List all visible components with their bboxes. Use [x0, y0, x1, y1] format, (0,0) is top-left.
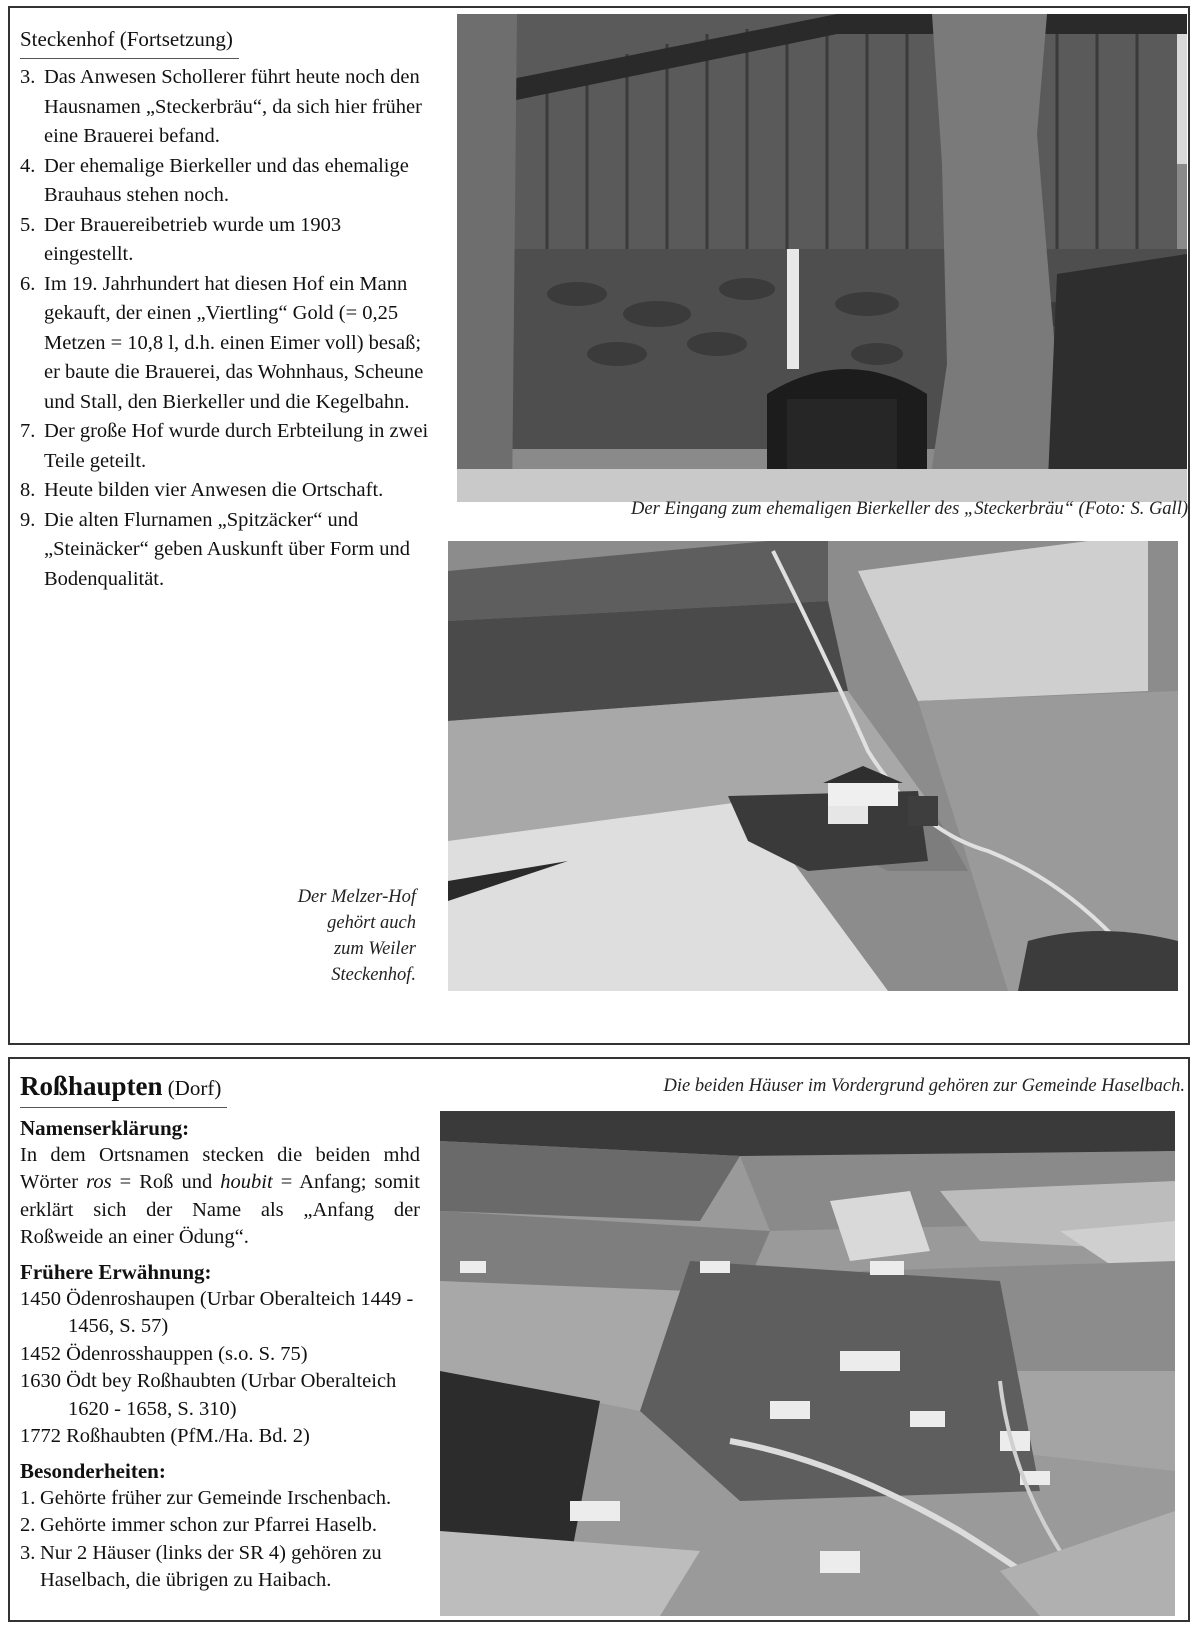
name-explanation-text: In dem Ortsnamen stecken die beiden mhd Wörter ros = Roß und houbit = Anfang; somit erklärt sich der Name als „Anfang der Roßweide an einer Ödung“. [20, 1143, 421, 1248]
list-item: 5. Der Brauereibetrieb wurde um 1903 eingestellt. [20, 213, 342, 265]
mention-item: 1450 Ödenroshaupen (Urbar Oberalteich 1449 - 1456, S. 57) [20, 1287, 414, 1337]
rosshaupten-aerial-photo [440, 1111, 1175, 1616]
list-item: 3. Nur 2 Häuser (links der SR 4) gehören zu Haselbach, die übrigen zu Haibach. [20, 1541, 382, 1591]
rosshaupten-photo-caption: Die beiden Häuser im Vordergrund gehören zur Gemeinde Haselbach. [663, 1076, 1185, 1096]
section-heading: Steckenhof (Fortsetzung) [20, 24, 239, 59]
mentions-heading: Frühere Erwähnung: [20, 1259, 212, 1284]
list-item: 3. Das Anwesen Schollerer führt heute noch den Hausnamen „Steckerbräu“, da sich hier früher eine Brauerei befand. [20, 66, 422, 147]
name-explanation-heading: Namenserklärung: [20, 1115, 190, 1140]
list-item: 6. Im 19. Jahrhundert hat diesen Hof ein Mann gekauft, der einen „Viertling“ Gold (= 0,25 Metzen = 10,8 l, d.h. einen Eimer voll) besaß; er baute die Brauerei, das Wohnhaus, Scheune und Stall, den Bierkeller und die Kegelbahn. [20, 272, 424, 413]
steckenhof-panel [8, 6, 1190, 1045]
steckenhof-text [20, 24, 430, 594]
rosshaupten-title [20, 1069, 227, 1108]
special-list [20, 1485, 420, 1595]
special-heading: Besonderheiten: [20, 1458, 166, 1483]
list-item: 2. Gehörte immer schon zur Pfarrei Haselb. [20, 1514, 377, 1536]
list-item: 8. Heute bilden vier Anwesen die Ortschaft. [20, 479, 384, 501]
melzer-hof-aerial-photo [448, 541, 1178, 991]
melzer-hof-caption: Der Melzer-Hof gehört auch zum Weiler Steckenhof. [297, 887, 416, 985]
list-item: 4. Der ehemalige Bierkeller und das ehemalige Brauhaus stehen noch. [20, 154, 409, 206]
mention-item: 1772 Roßhaubten (PfM./Ha. Bd. 2) [20, 1425, 310, 1447]
beer-cellar-photo [457, 14, 1187, 502]
list-item: 7. Der große Hof wurde durch Erbteilung in zwei Teile geteilt. [20, 420, 429, 472]
page-title: Roßhaupten [20, 1071, 163, 1101]
mention-item: 1630 Ödt bey Roßhaubten (Urbar Oberalteich 1620 - 1658, S. 310) [20, 1370, 397, 1420]
mention-item: 1452 Ödenrosshauppen (s.o. S. 75) [20, 1342, 308, 1365]
steckenhof-list [20, 63, 430, 594]
list-item: 9. Die alten Flurnamen „Spitzäcker“ und „Steinäcker“ geben Auskunft über Form und Bodenqualität. [20, 508, 411, 590]
title-suffix: (Dorf) [167, 1076, 222, 1100]
rosshaupten-text [20, 1069, 420, 1595]
rosshaupten-panel [8, 1057, 1190, 1622]
beer-cellar-caption: Der Eingang zum ehemaligen Bierkeller des „Steckerbräu“ (Foto: S. Gall) [631, 499, 1188, 519]
list-item: 1. Gehörte früher zur Gemeinde Irschenbach. [20, 1486, 392, 1509]
